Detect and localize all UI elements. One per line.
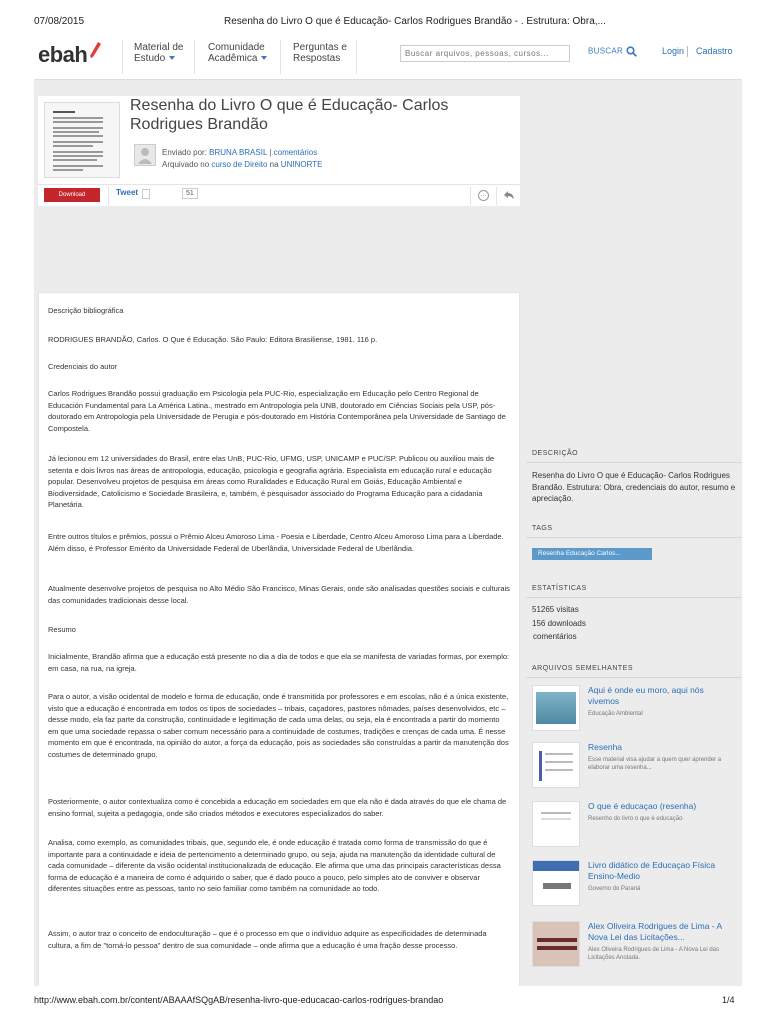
comments-link[interactable]: comentários [273,148,318,157]
comments-icon[interactable]: … [478,190,489,201]
content-paragraph: Descrição bibliográfica [48,306,124,315]
content-paragraph: Já lecionou em 12 universidades do Brasil, entre elas UnB, PUC-Rio, UFMG, USP, UNICAMP e PUC/SP. Publicou ou auxiliou mais de setenta e dois livros nas áreas de antropologia, educação, psicologia e geografia agrária. Especialista em educação rural e educação popular. Desenvolveu projetos de pesquisa em áreas como Ruralidades e Educação Rural em Goiás, Educação Ambiental e Biodiversidade, Catolicismo e Sociedade Brasileira, e, também, é pesquisador associado do Programa Educação para a cidadania Planetária. [48,454,495,510]
similar-title[interactable]: O que é educaçao (resenha) [588,801,697,811]
content-paragraph: Assim, o autor traz o conceito de endoculturação – que é o processo em que o indivíduo adquire as especificidades de determinada cultura, a fim de "torná-lo pessoa" dentro de sua comunidade – onde afirma que a educação é uma fração desse processo. [48,929,487,950]
content-paragraph: Entre outros títulos e prêmios, possui o Prêmio Alceu Amoroso Lima - Poesia e Liberdade, Centro Alceu Amoroso Lima para a Liberdade. Além disso, é Professor Emérito da Universidade Federal de Uberlândia, Universidade Federal de Uberlândia. [48,532,504,553]
tag-pill[interactable]: Resenha Educação Carlos... [532,548,652,560]
search-icon [626,46,637,57]
nav-divider [194,40,195,74]
stats-heading: ESTATÍSTICAS [532,585,587,592]
course-link[interactable]: curso de Direito [211,160,268,169]
content-paragraph: Carlos Rodrigues Brandão possui graduação em Psicologia pela PUC-Rio, especialização em Educação pelo Centro Regional de Educación Fundamental para La América Latina., mestrado em Antropologia pela UNB, doutorado em Ciências Sociais pela USP, pós-doutorado em Antropologia pela Universidade de Perugia e pós-doutorado em História Contemporânea pela Universidade de Santiago de Compostela. [48,389,506,433]
similar-thumbnail[interactable] [532,742,580,788]
similar-thumbnail[interactable] [532,921,580,967]
similar-title[interactable]: Alex Oliveira Rodrigues de Lima - A Nova Lei das Licitações... [588,921,722,942]
logo-pen-icon [88,40,102,58]
document-thumbnail[interactable] [44,102,120,178]
content-paragraph: Analisa, como exemplo, as comunidades tribais, que, segundo ele, é onde educação é tratada como forma de transmissão do que é importante para a continuidade e ideia de pertencimento a determinado grupo, ou seja, ajuda na manutenção da identidade cultural de cada comunidade – diferente da visão ocidental institucionalizada de educação. Ele afirma que uma das principais características dessa forma de educação é a maneira de como é adquirido o saber, que é dado pouco a pouco, pelo simples ato de conviver e observar diferentes situações entre as pessoas, tanto no seio familiar como também na comunidade ao todo. [48,838,501,894]
nav-divider [122,40,123,74]
nav-comunidade-academica[interactable]: Comunidade Acadêmica [208,42,267,64]
page-frame [34,34,742,986]
nav-material-estudo[interactable]: Material de Estudo [134,42,184,64]
signup-link[interactable]: Cadastro [696,46,733,56]
author-avatar[interactable] [134,144,156,166]
caret-down-icon [261,56,267,60]
print-title: Resenha do Livro O que é Educação- Carlos Rodrigues Brandão - . Estrutura: Obra,... [224,16,606,27]
action-divider [470,187,471,205]
action-divider [108,187,109,205]
tags-heading: TAGS [532,525,553,532]
similar-desc: Alex Oliveira Rodrigues de Lima - A Nova Lei das Licitações Anotada. [588,947,720,961]
similar-title[interactable]: Resenha [588,742,623,752]
stats-comments[interactable]: comentários [533,632,577,641]
auth-divider [687,46,688,57]
author-link[interactable]: BRUNA BRASIL [209,148,268,157]
search-button[interactable]: BUSCAR [588,46,637,57]
similar-desc: Resenho do livro o que é educação [588,816,683,822]
sidebar-divider [526,677,742,678]
login-link[interactable]: Login [662,46,685,56]
content-paragraph: RODRIGUES BRANDÃO, Carlos. O Que é Educação. São Paulo: Editora Brasiliense, 1981. 116 p. [48,335,378,344]
sent-by-line: Enviado por: BRUNA BRASIL | comentários [162,148,318,157]
description-text: Resenha do Livro O que é Educação- Carlos Rodrigues Brandão. Estrutura: Obra, credenciais do autor, resumo e apreciação. [532,471,736,503]
description-heading: DESCRIÇÃO [532,450,579,457]
similar-item[interactable] [532,860,736,912]
top-navigation-bar [34,34,742,80]
similar-item[interactable] [532,921,736,973]
content-paragraph: Atualmente desenvolve projetos de pesquisa no Alto Médio São Francisco, Minas Gerais, onde são analisadas questões sociais e culturais das comunidades tradicionais desse local. [48,584,510,605]
tweet-button[interactable]: Tweet [116,188,139,197]
similar-desc: Governo do Paraná [588,886,641,892]
similar-thumbnail[interactable] [532,685,580,731]
school-link[interactable]: UNINORTE [280,160,323,169]
sidebar-divider [526,462,742,463]
action-divider [496,187,497,205]
print-date: 07/08/2015 [34,16,85,27]
similar-thumbnail[interactable] [532,801,580,847]
download-button[interactable]: Download [44,188,100,202]
ebah-logo[interactable]: ebah [38,42,102,68]
user-icon [135,145,155,165]
similar-item[interactable] [532,742,736,794]
similar-item[interactable] [532,685,736,735]
print-page-number: 1/4 [722,995,735,1005]
content-paragraph: Posteriormente, o autor contextualiza como é concebida a educação em sociedades em que ela não é dada através do que ele chama de ensino formal, sujeita a pedagogia, onde são criados métodos e executores especializados do saber. [48,797,507,818]
document-title: Resenha do Livro O que é Educação- Carlos Rodrigues Brandão [130,97,449,133]
similar-desc: Educação Ambiental [588,711,643,717]
print-url: http://www.ebah.com.br/content/ABAAAfSQgAB/resenha-livro-que-educacao-carlos-rodrigues-brandao [34,995,444,1005]
similar-title[interactable]: Livro didático de Educaçao Física Ensino-Medio [588,860,716,881]
similar-desc: Esse material visa ajudar a quem quer aprender a elaborar uma resenha... [588,757,722,771]
sidebar-divider [526,597,742,598]
similar-heading: ARQUIVOS SEMELHANTES [532,665,634,672]
sidebar-divider [526,537,742,538]
similar-title[interactable]: Aqui é onde eu moro, aqui nós vivemos [588,685,704,706]
nav-divider [356,40,357,74]
similar-item[interactable] [532,801,736,851]
content-paragraph: Credenciais do autor [48,362,118,371]
content-paragraph: Para o autor, a visão ocidental de modelo e forma de educação, onde é transmitida por professores e em escolas, não é a única existente, visto que a educação é encontrada em todos os tipos de sociedades – tribais, caçadores, pastores nômades, países desenvolvidos, etc – desse modo, ela faz parte da construção, continuidade e legitimação de cada uma delas, ou seja, ela é encontrada a partir do momento em que uma sociedade repassa o saber comum necessário para a continuidade de costumes, tradições e crenças de cada uma. É nesse momento em que é encontrada, na opinião do autor, a força da educação, pois as sociedades são construídas a partir da manutenção dos costumes de determinado grupo. [48,692,509,759]
nav-divider [280,40,281,74]
document-header [38,96,520,184]
nav-perguntas-respostas[interactable]: Perguntas e Respostas [293,42,347,64]
tweet-count-box [142,189,150,199]
content-paragraph: Resumo [48,625,76,634]
stats-visits: 51265 visitas [532,605,579,614]
caret-down-icon [169,56,175,60]
archived-line: Arquivado no curso de Direito na UNINORTE [162,160,323,169]
document-content [38,292,520,986]
similar-thumbnail[interactable] [532,860,580,906]
action-bar [38,184,520,206]
stats-downloads: 156 downloads [532,619,586,628]
share-count: 51 [182,188,198,199]
search-input[interactable]: Buscar arquivos, pessoas, cursos... [400,45,570,62]
share-icon[interactable] [504,191,514,200]
content-paragraph: Inicialmente, Brandão afirma que a educação está presente no dia a dia de todos e que ela se manifesta de variadas formas, por exemplo: em casa, na rua, na igreja. [48,652,510,673]
